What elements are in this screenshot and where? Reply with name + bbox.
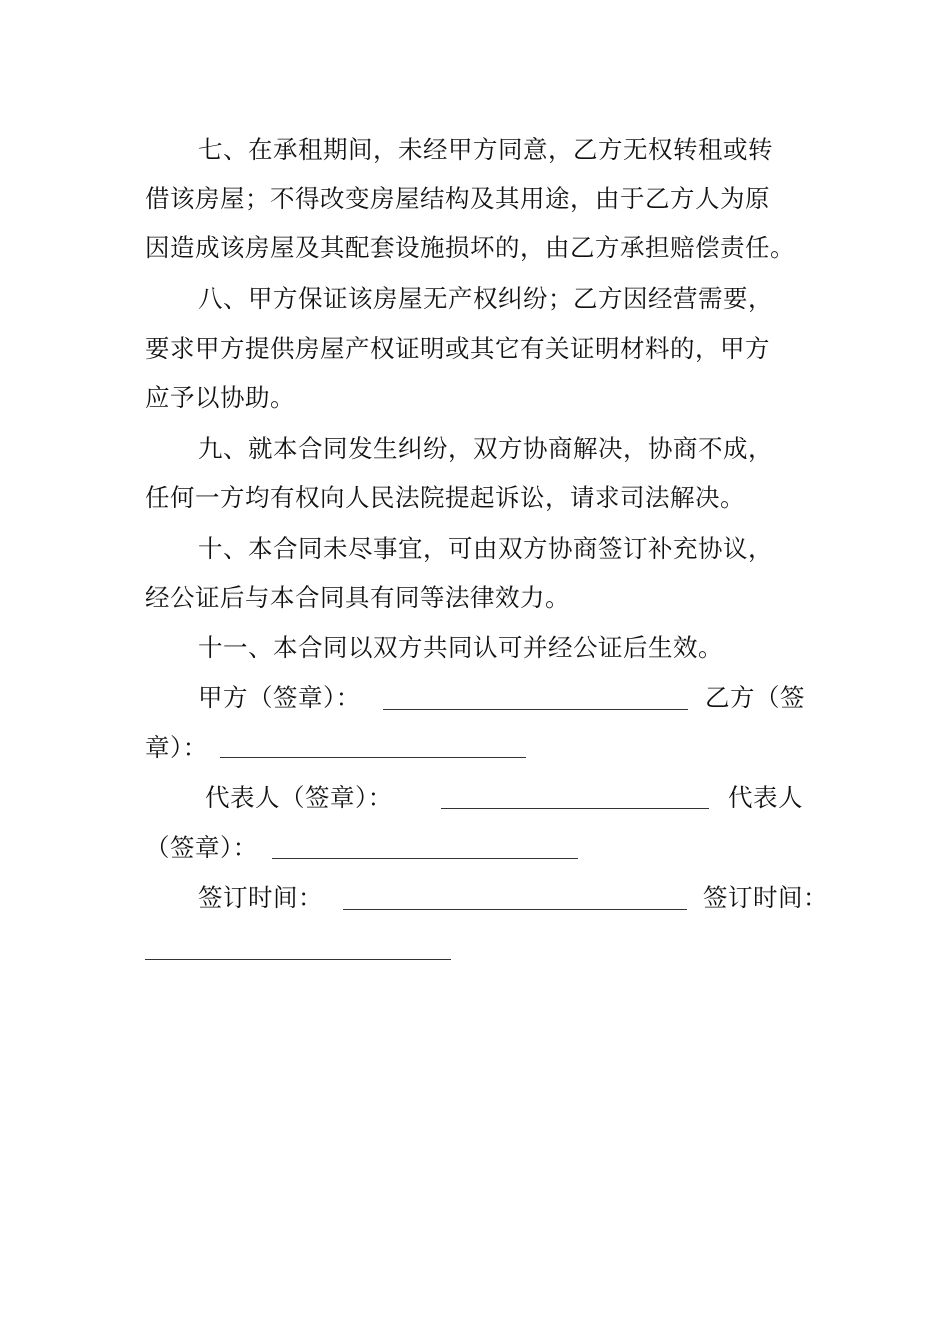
clause-8-line-1: 八、甲方保证该房屋无产权纠纷；乙方因经营需要，	[198, 284, 773, 313]
date-a-label: 签订时间：	[198, 883, 323, 912]
clause-11-line-1: 十一、本合同以双方共同认可并经公证后生效。	[198, 633, 723, 662]
rep-a-signature-blank[interactable]	[441, 808, 709, 809]
clause-7-line-3: 因造成该房屋及其配套设施损坏的，由乙方承担赔偿责任。	[145, 233, 795, 262]
party-b-signature-label-part-1: 乙方（签	[705, 683, 805, 712]
clause-8-line-3: 应予以协助。	[145, 383, 295, 412]
clause-9-line-1: 九、就本合同发生纠纷，双方协商解决，协商不成，	[198, 434, 773, 463]
party-a-signature-label: 甲方（签章）：	[198, 683, 361, 712]
rep-b-signature-blank[interactable]	[272, 858, 578, 859]
date-b-label: 签订时间：	[703, 883, 828, 912]
clause-7-line-2: 借该房屋；不得改变房屋结构及其用途，由于乙方人为原	[145, 184, 770, 213]
clause-9-line-2: 任何一方均有权向人民法院提起诉讼，请求司法解决。	[145, 483, 745, 512]
clause-7-line-1: 七、在承租期间，未经甲方同意，乙方无权转租或转	[198, 135, 773, 164]
rep-b-signature-label-part-1: 代表人	[728, 783, 803, 812]
date-b-blank[interactable]	[145, 959, 451, 960]
party-a-signature-blank[interactable]	[383, 709, 688, 710]
clause-10-line-2: 经公证后与本合同具有同等法律效力。	[145, 583, 570, 612]
party-b-signature-blank[interactable]	[220, 757, 526, 758]
clause-8-line-2: 要求甲方提供房屋产权证明或其它有关证明材料的，甲方	[145, 334, 770, 363]
clause-10-line-1: 十、本合同未尽事宜，可由双方协商签订补充协议，	[198, 534, 773, 563]
party-b-signature-label-part-2: 章）：	[145, 733, 208, 762]
rep-a-signature-label: 代表人（签章）：	[205, 783, 393, 812]
rep-b-signature-label-part-2: （签章）：	[145, 833, 258, 862]
date-a-blank[interactable]	[343, 909, 687, 910]
